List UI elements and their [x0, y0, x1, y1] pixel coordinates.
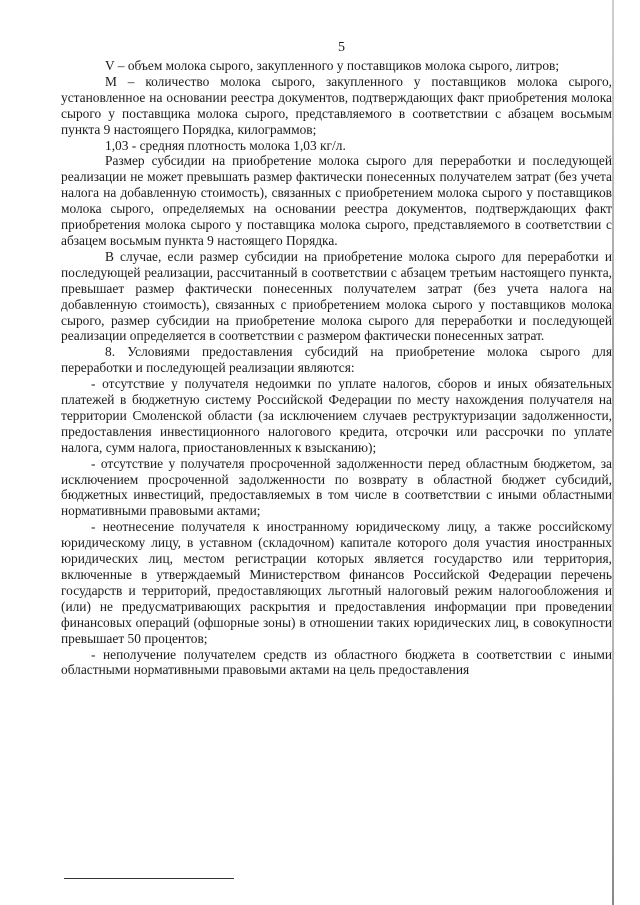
paragraph-conditions-heading: 8. Условиями предоставления субсидий на приобретение молока сырого для переработки и последующей реализации являются:: [61, 344, 612, 376]
list-item-not-foreign-entity: - неотнесение получателя к иностранному юридическому лицу, а также российскому юридическому лицу, в уставном (складочном) капитале которого доля участия иностранных юридических лиц, местом регистрации которых является государство или территория, включенные в утверждаемый Министерством финансов Российской Федерации перечень государств и территорий, предоставляющих льготный налоговый режим налогообложения и (или) не предусматривающих раскрытия и предоставления информации при проведении финансовых операций (офшорные зоны) в отношении таких юридических лиц, в совокупности превышает 50 процентов;: [61, 519, 612, 646]
document-body: [61, 58, 612, 678]
paragraph-m-definition: М – количество молока сырого, закупленного у поставщиков молока сырого, установленное на основании реестра документов, подтверждающих факт приобретения молока сырого у поставщика молока сырого, представляемого в соответствии с абзацем восьмым пункта 9 настоящего Порядка, килограммов;: [61, 73, 612, 137]
paragraph-density: 1,03 - средняя плотность молока 1,03 кг/л.: [105, 137, 346, 153]
paragraph-v-definition: V – объем молока сырого, закупленного у поставщиков молока сырого, литров;: [105, 58, 560, 73]
paragraph-subsidy-limit: Размер субсидии на приобретение молока сырого для переработки и последующей реализации не может превышать размер фактически понесенных получателем затрат (без учета налога на добавленную стоимость), связанных с приобретением молока сырого у поставщиков молока сырого, определяемых на основании реестра документов, подтверждающих факт приобретения молока сырого у поставщика молока сырого, представляемого в соответствии с абзацем восьмым пункта 9 настоящего Порядка.: [61, 153, 612, 248]
list-item-no-overdue-debt: - отсутствие у получателя просроченной задолженности перед областным бюджетом, за исключением просроченной задолженности по возврату в областной бюджет субсидий, бюджетных инвестиций, предоставляемых в том числе в соответствии с иными областными нормативными правовыми актами;: [61, 455, 612, 519]
list-item-no-tax-arrears: - отсутствие у получателя недоимки по уплате налогов, сборов и иных обязательных платежей в бюджетную систему Российской Федерации по месту нахождения получателя на территории Смоленской области (за исключением случаев реструктуризации задолженности, предоставления инвестиционного налогового кредита, отсрочки или рассрочки по уплате налога, сумм налога, приостановленных к взысканию);: [61, 376, 612, 455]
list-item-no-other-funds: - неполучение получателем средств из областного бюджета в соответствии с иными областными нормативными правовыми актами на цель предоставления: [61, 646, 612, 678]
footnote-divider: [64, 878, 234, 879]
paragraph-excess-case: В случае, если размер субсидии на приобретение молока сырого для переработки и последующей реализации, рассчитанный в соответствии с абзацем третьим настоящего пункта, превышает размер фактически понесенных получателем затрат (без учета налога на добавленную стоимость), связанных с приобретением молока сырого у поставщиков молока сырого, размер субсидии на приобретение молока сырого для переработки и последующей реализации определяется в соответствии с размером фактически понесенных затрат.: [61, 248, 612, 344]
page-number: 5: [338, 40, 345, 55]
scan-edge-shadow: [612, 0, 614, 905]
